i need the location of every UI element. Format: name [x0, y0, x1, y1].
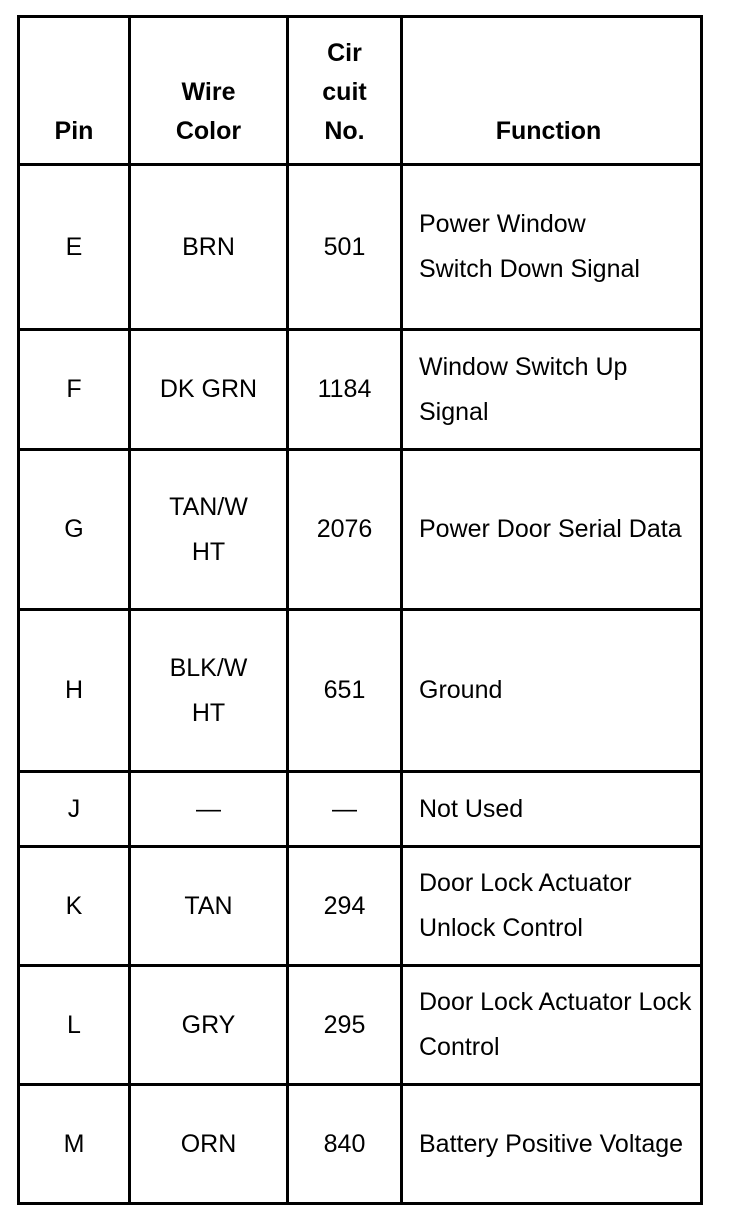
header-wire-color: Wire Color [130, 17, 288, 165]
table-row [19, 966, 702, 1085]
circuit-cell: 1184 [288, 330, 402, 450]
header-row [19, 17, 702, 165]
wire-color-cell: TAN/W HT [130, 450, 288, 610]
table-row [19, 450, 702, 610]
wire-color-cell: BLK/W HT [130, 610, 288, 772]
circuit-cell: 294 [288, 847, 402, 966]
circuit-cell: 840 [288, 1085, 402, 1204]
wire-color-cell: GRY [130, 966, 288, 1085]
function-cell: Power Door Serial Data [402, 450, 702, 610]
table-row [19, 847, 702, 966]
wire-color-cell: ORN [130, 1085, 288, 1204]
circuit-cell: 501 [288, 165, 402, 330]
function-cell: Door Lock Actuator Unlock Control [402, 847, 702, 966]
wire-color-cell: DK GRN [130, 330, 288, 450]
wire-color-cell: — [130, 772, 288, 847]
function-cell: Ground [402, 610, 702, 772]
pin-cell: L [19, 966, 130, 1085]
pin-cell: E [19, 165, 130, 330]
pin-cell: G [19, 450, 130, 610]
circuit-cell: 2076 [288, 450, 402, 610]
table-row [19, 610, 702, 772]
function-cell: Not Used [402, 772, 702, 847]
header-function: Function [402, 17, 702, 165]
wire-color-cell: BRN [130, 165, 288, 330]
header-circuit-no: Cir cuit No. [288, 17, 402, 165]
function-cell: Door Lock Actuator Lock Control [402, 966, 702, 1085]
pin-cell: M [19, 1085, 130, 1204]
table-row [19, 165, 702, 330]
table-row [19, 330, 702, 450]
function-cell: Window Switch Up Signal [402, 330, 702, 450]
wire-color-cell: TAN [130, 847, 288, 966]
table-row [19, 1085, 702, 1204]
table-row [19, 772, 702, 847]
circuit-cell: 295 [288, 966, 402, 1085]
pin-cell: F [19, 330, 130, 450]
pin-cell: H [19, 610, 130, 772]
pin-cell: K [19, 847, 130, 966]
function-cell: Battery Positive Voltage [402, 1085, 702, 1204]
header-pin: Pin [19, 17, 130, 165]
connector-pinout-table [17, 15, 703, 1205]
function-cell: Power Window Switch Down Signal [402, 165, 702, 330]
pin-cell: J [19, 772, 130, 847]
circuit-cell: — [288, 772, 402, 847]
circuit-cell: 651 [288, 610, 402, 772]
